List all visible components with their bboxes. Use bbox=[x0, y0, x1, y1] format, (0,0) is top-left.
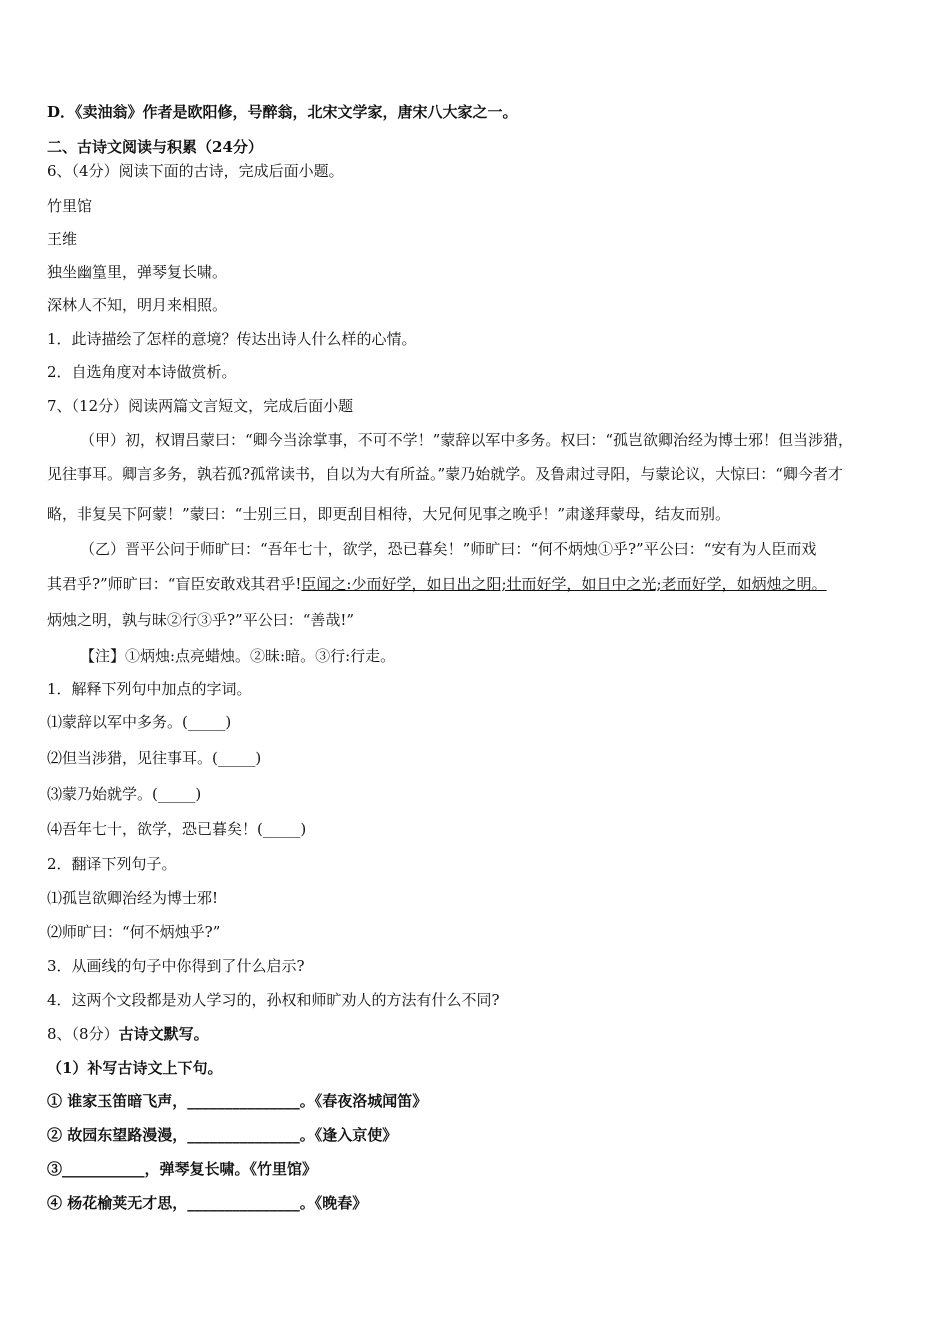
q7-1-item-3: ⑶蒙乃始就学。(_____) bbox=[47, 785, 202, 803]
q7-sub-4: 4．这两个文段都是劝人学习的，孙权和师旷劝人的方法有什么不同? bbox=[47, 991, 500, 1009]
question-8-score: 8、（8分） bbox=[47, 1025, 119, 1043]
question-7-prompt: 7、（12分）阅读两篇文言短文，完成后面小题 bbox=[47, 397, 354, 415]
poem-line-2: 深林人不知，明月来相照。 bbox=[47, 296, 228, 314]
q7-1-item-2: ⑵但当涉猎，见往事耳。(_____) bbox=[47, 749, 262, 767]
passage-b-line-1: （乙）晋平公问于师旷曰：“吾年七十，欲学，恐已暮矣！”师旷曰：“何不炳烛①乎?”平公曰：“安有为人臣而戏 bbox=[80, 540, 817, 558]
section-heading: 二、古诗文阅读与积累（24分） bbox=[47, 138, 263, 156]
question-8-prompt bbox=[47, 1024, 209, 1044]
q7-1-item-1: ⑴蒙辞以军中多务。(_____) bbox=[47, 713, 232, 731]
q8-item-4: ④ 杨花榆荚无才思，_______________。《晚春》 bbox=[47, 1194, 368, 1212]
q7-sub-3: 3．从画线的句子中你得到了什么启示? bbox=[47, 957, 305, 975]
passage-a-line-3: 略，非复吴下阿蒙！”蒙曰：“士别三日，即更刮目相待，大兄何见事之晚乎！”肃遂拜蒙母，结友而别。 bbox=[47, 505, 731, 523]
passage-b-line-2 bbox=[47, 574, 827, 594]
q7-2-item-2: ⑵师旷曰：“何不炳烛乎?” bbox=[47, 923, 221, 941]
q6-sub-1: 1．此诗描绘了怎样的意境？传达出诗人什么样的心情。 bbox=[47, 330, 417, 348]
question-8-title: 古诗文默写。 bbox=[118, 1025, 209, 1043]
poem-line-1: 独坐幽篁里，弹琴复长啸。 bbox=[47, 263, 228, 281]
poem-title: 竹里馆 bbox=[47, 197, 93, 215]
q8-sub-1: （1）补写古诗文上下句。 bbox=[47, 1059, 223, 1077]
passage-b-text: 其君乎?”师旷曰：“盲臣安敢戏其君乎! bbox=[47, 575, 302, 593]
q8-item-3: ③___________，弹琴复长啸。《竹里馆》 bbox=[47, 1160, 318, 1178]
passage-b-line-3: 炳烛之明，孰与昧②行③乎?”平公曰：“善哉!” bbox=[47, 611, 355, 629]
q7-sub-2: 2．翻译下列句子。 bbox=[47, 855, 177, 873]
poem-author: 王维 bbox=[47, 230, 78, 248]
annotation-note: 【注】①炳烛:点亮蜡烛。②昧:暗。③行:行走。 bbox=[80, 647, 396, 665]
q8-item-1: ① 谁家玉笛暗飞声，_______________。《春夜洛城闻笛》 bbox=[47, 1092, 428, 1110]
q6-sub-2: 2．自选角度对本诗做赏析。 bbox=[47, 363, 237, 381]
passage-a-line-2: 见往事耳。卿言多务，孰若孤?孤常读书，自以为大有所益。”蒙乃始就学。及鲁肃过寻阳，与蒙论议，大惊曰：“卿今者才 bbox=[47, 465, 843, 483]
q8-item-2: ② 故园东望路漫漫，_______________。《逢入京使》 bbox=[47, 1126, 398, 1144]
option-d: D．《卖油翁》作者是欧阳修，号醉翁，北宋文学家，唐宋八大家之一。 bbox=[47, 103, 518, 121]
underlined-sentence: 臣闻之:少而好学，如日出之阳;壮而好学，如日中之光;老而好学，如炳烛之明。 bbox=[301, 575, 827, 593]
q7-2-item-1: ⑴孤岂欲卿治经为博士邪! bbox=[47, 889, 219, 907]
passage-a-line-1: （甲）初，权谓吕蒙曰：“卿今当涂掌事，不可不学！”蒙辞以军中多务。权曰：“孤岂欲卿治经为博士邪！但当涉猎， bbox=[80, 431, 854, 449]
question-6-prompt: 6、（4分）阅读下面的古诗，完成后面小题。 bbox=[47, 162, 344, 180]
q7-sub-1: 1．解释下列句中加点的字词。 bbox=[47, 680, 252, 698]
q7-1-item-4: ⑷吾年七十，欲学，恐已暮矣！(_____) bbox=[47, 820, 307, 838]
